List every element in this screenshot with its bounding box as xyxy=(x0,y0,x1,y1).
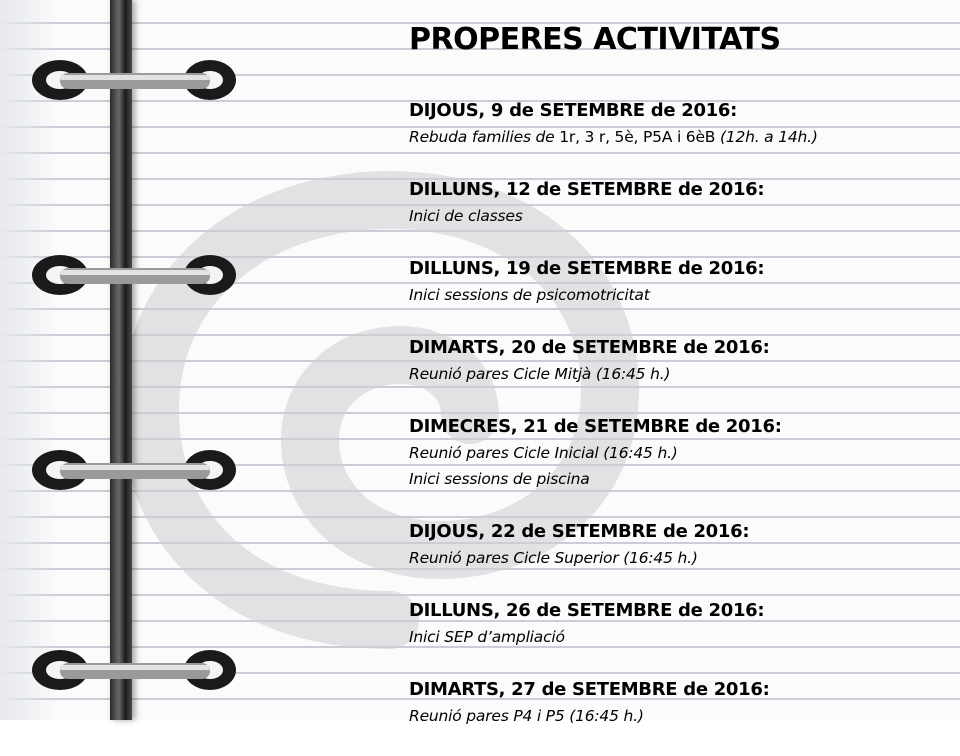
event-description xyxy=(409,466,949,492)
event-date: DIMECRES, 21 de SETEMBRE de 2016: xyxy=(409,416,782,437)
event-date: DILLUNS, 19 de SETEMBRE de 2016: xyxy=(409,258,765,279)
event-description-segment: Inici de classes xyxy=(409,207,523,225)
event-item xyxy=(409,519,949,571)
event-date: DIMARTS, 27 de SETEMBRE de 2016: xyxy=(409,679,770,700)
activities-content xyxy=(409,20,949,756)
event-item xyxy=(409,256,949,308)
event-description-segment: Reunió pares Cicle Superior (16:45 h.) xyxy=(409,549,698,567)
event-description xyxy=(409,624,949,650)
event-description-segment: Rebuda families de xyxy=(409,128,560,146)
binder-ring-icon xyxy=(15,230,245,320)
event-description xyxy=(409,361,949,387)
event-description xyxy=(409,703,949,729)
event-description-segment: Reunió pares Cicle Inicial (16:45 h.) xyxy=(409,444,678,462)
event-description xyxy=(409,282,949,308)
events-list xyxy=(409,98,949,729)
event-item xyxy=(409,98,949,150)
event-description-segment: Inici SEP d’ampliació xyxy=(409,628,565,646)
event-item xyxy=(409,677,949,729)
event-item xyxy=(409,414,949,492)
event-item xyxy=(409,598,949,650)
event-description-segment: (12h. a 14h.) xyxy=(719,128,818,146)
event-date: DIJOUS, 9 de SETEMBRE de 2016: xyxy=(409,100,738,121)
event-date: DIMARTS, 20 de SETEMBRE de 2016: xyxy=(409,337,770,358)
event-description-segment: 1r, 3 r, 5è, P5A i 6èB xyxy=(559,128,720,146)
binder-ring-icon xyxy=(15,625,245,715)
event-description xyxy=(409,440,949,466)
event-item xyxy=(409,335,949,387)
event-date: DILLUNS, 12 de SETEMBRE de 2016: xyxy=(409,179,765,200)
event-description xyxy=(409,124,949,150)
event-description-segment: Inici sessions de piscina xyxy=(409,470,590,488)
event-date: DILLUNS, 26 de SETEMBRE de 2016: xyxy=(409,600,765,621)
event-description-segment: Reunió pares P4 i P5 (16:45 h.) xyxy=(409,707,644,725)
event-description-segment: Inici sessions de psicomotricitat xyxy=(409,286,650,304)
event-description xyxy=(409,203,949,229)
page-title: PROPERES ACTIVITATS xyxy=(409,22,781,57)
binder-ring-icon xyxy=(15,425,245,515)
event-description-segment: Reunió pares Cicle Mitjà (16:45 h.) xyxy=(409,365,671,383)
event-description xyxy=(409,545,949,571)
event-date: DIJOUS, 22 de SETEMBRE de 2016: xyxy=(409,521,750,542)
event-item xyxy=(409,177,949,229)
binder-ring-icon xyxy=(15,35,245,125)
